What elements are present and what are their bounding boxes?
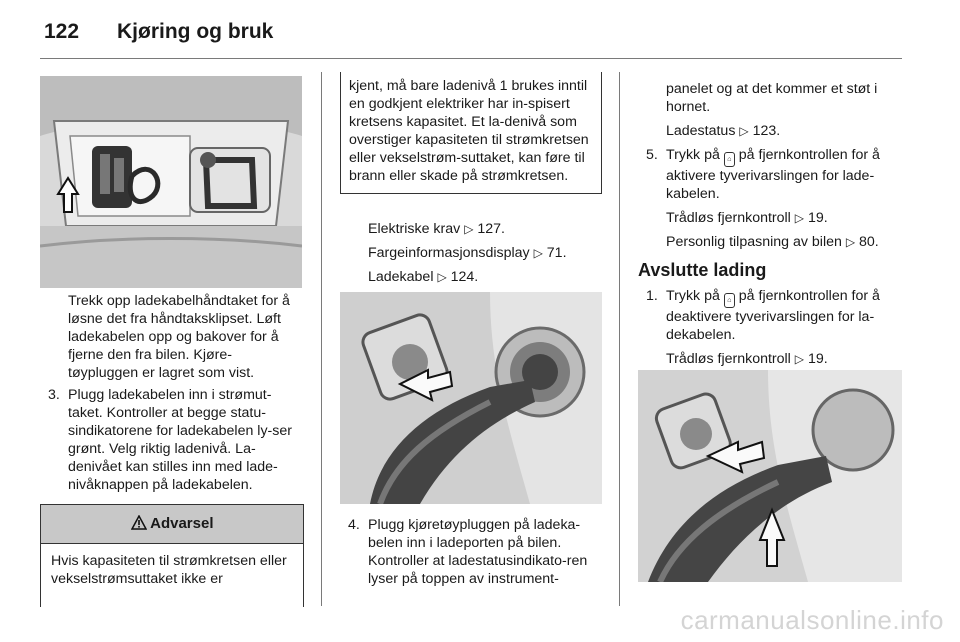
reference-arrow-icon: ▷	[794, 352, 805, 366]
charge-port-photo	[340, 292, 602, 504]
warning-title: Advarsel	[150, 515, 214, 532]
cross-reference: Fargeinformasjonsdisplay ▷ 71.	[368, 245, 567, 261]
list-item-3	[40, 386, 302, 494]
page-title: Kjøring og bruk	[117, 20, 274, 43]
warning-header	[41, 505, 303, 544]
cross-reference: Trådløs fjernkontroll ▷ 19.	[666, 351, 828, 367]
cross-reference: Elektriske krav ▷ 127.	[368, 221, 506, 237]
lock-key-icon: ⌂	[724, 152, 735, 167]
reference-arrow-icon: ▷	[533, 246, 543, 260]
list-item-1: 1. Trykk på ⌂ på fjernkontrollen for å deaktivere tyverivarslingen for la-dekabelen.	[646, 288, 880, 343]
cross-reference: Trådløs fjernkontroll ▷ 19.	[666, 210, 828, 226]
cross-reference: Ladekabel ▷ 124.	[368, 269, 479, 285]
list-number: 4.	[348, 517, 360, 533]
warning-continued-text: kjent, må bare ladenivå 1 brukes inntil en godkjent elektriker har in-spisert kretsens kapasitet. Et la-denivå som overstiger kapasiteten til strømkretsen eller vekselstrøm-suttaket, kan føre til brann eller skade på strømkretsen.	[349, 78, 589, 184]
warning-box-continued	[340, 72, 602, 194]
list-item-4	[340, 516, 602, 588]
list-item-text: Plugg ladekabelen inn i strømut-taket. Kontroller at begge statu-sindikatorene for ladekabelen ly-ser grønt. Velg riktig ladenivå. La-denivået kan stilles inn med lade-nivåknappen på ladekabelen.	[68, 387, 292, 493]
reference-arrow-icon: ▷	[437, 270, 447, 284]
trunk-photo	[40, 76, 302, 288]
warning-box	[40, 504, 304, 607]
list-item-5: 5. Trykk på ⌂ på fjernkontrollen for å aktivere tyverivarslingen for lade-kabelen.	[646, 147, 880, 202]
warning-triangle-icon	[131, 515, 147, 530]
reference-arrow-icon: ▷	[845, 235, 856, 249]
warning-text: Hvis kapasiteten til strømkretsen eller vekselstrømsuttaket ikke er	[51, 553, 287, 587]
list-number: 3.	[48, 387, 60, 403]
column-divider-right	[619, 72, 620, 606]
cross-reference: Ladestatus ▷ 123.	[666, 123, 781, 139]
watermark-text: carmanualsonline.info	[680, 605, 944, 635]
section-heading: Avslutte lading	[638, 260, 767, 280]
unplug-photo	[638, 370, 902, 582]
reference-arrow-icon: ▷	[794, 211, 805, 225]
reference-arrow-icon: ▷	[464, 222, 474, 236]
continued-paragraph: panelet og at det kommer et støt i hornet.	[666, 81, 878, 115]
reference-arrow-icon: ▷	[739, 124, 749, 138]
unlock-key-icon: ⌂	[724, 293, 735, 308]
page-number: 122	[44, 20, 80, 43]
list-number: 5.	[646, 147, 658, 163]
list-number: 1.	[646, 288, 658, 304]
header-divider	[40, 58, 902, 59]
list-item-text: Plugg kjøretøypluggen på ladeka-belen inn i ladeporten på bilen. Kontroller at ladestatusindikato-ren lyser på toppen av instrument-	[368, 517, 588, 587]
instruction-paragraph: Trekk opp ladekabelhåndtaket for å løsne det fra håndtaksklipset. Løft ladekabelen opp og bakover for å fjerne den fra bilen. Kjøre-tøypluggen er lagret som vist.	[68, 293, 290, 381]
cross-reference: Personlig tilpasning av bilen ▷ 80.	[666, 234, 879, 250]
column-divider-left	[321, 72, 322, 606]
